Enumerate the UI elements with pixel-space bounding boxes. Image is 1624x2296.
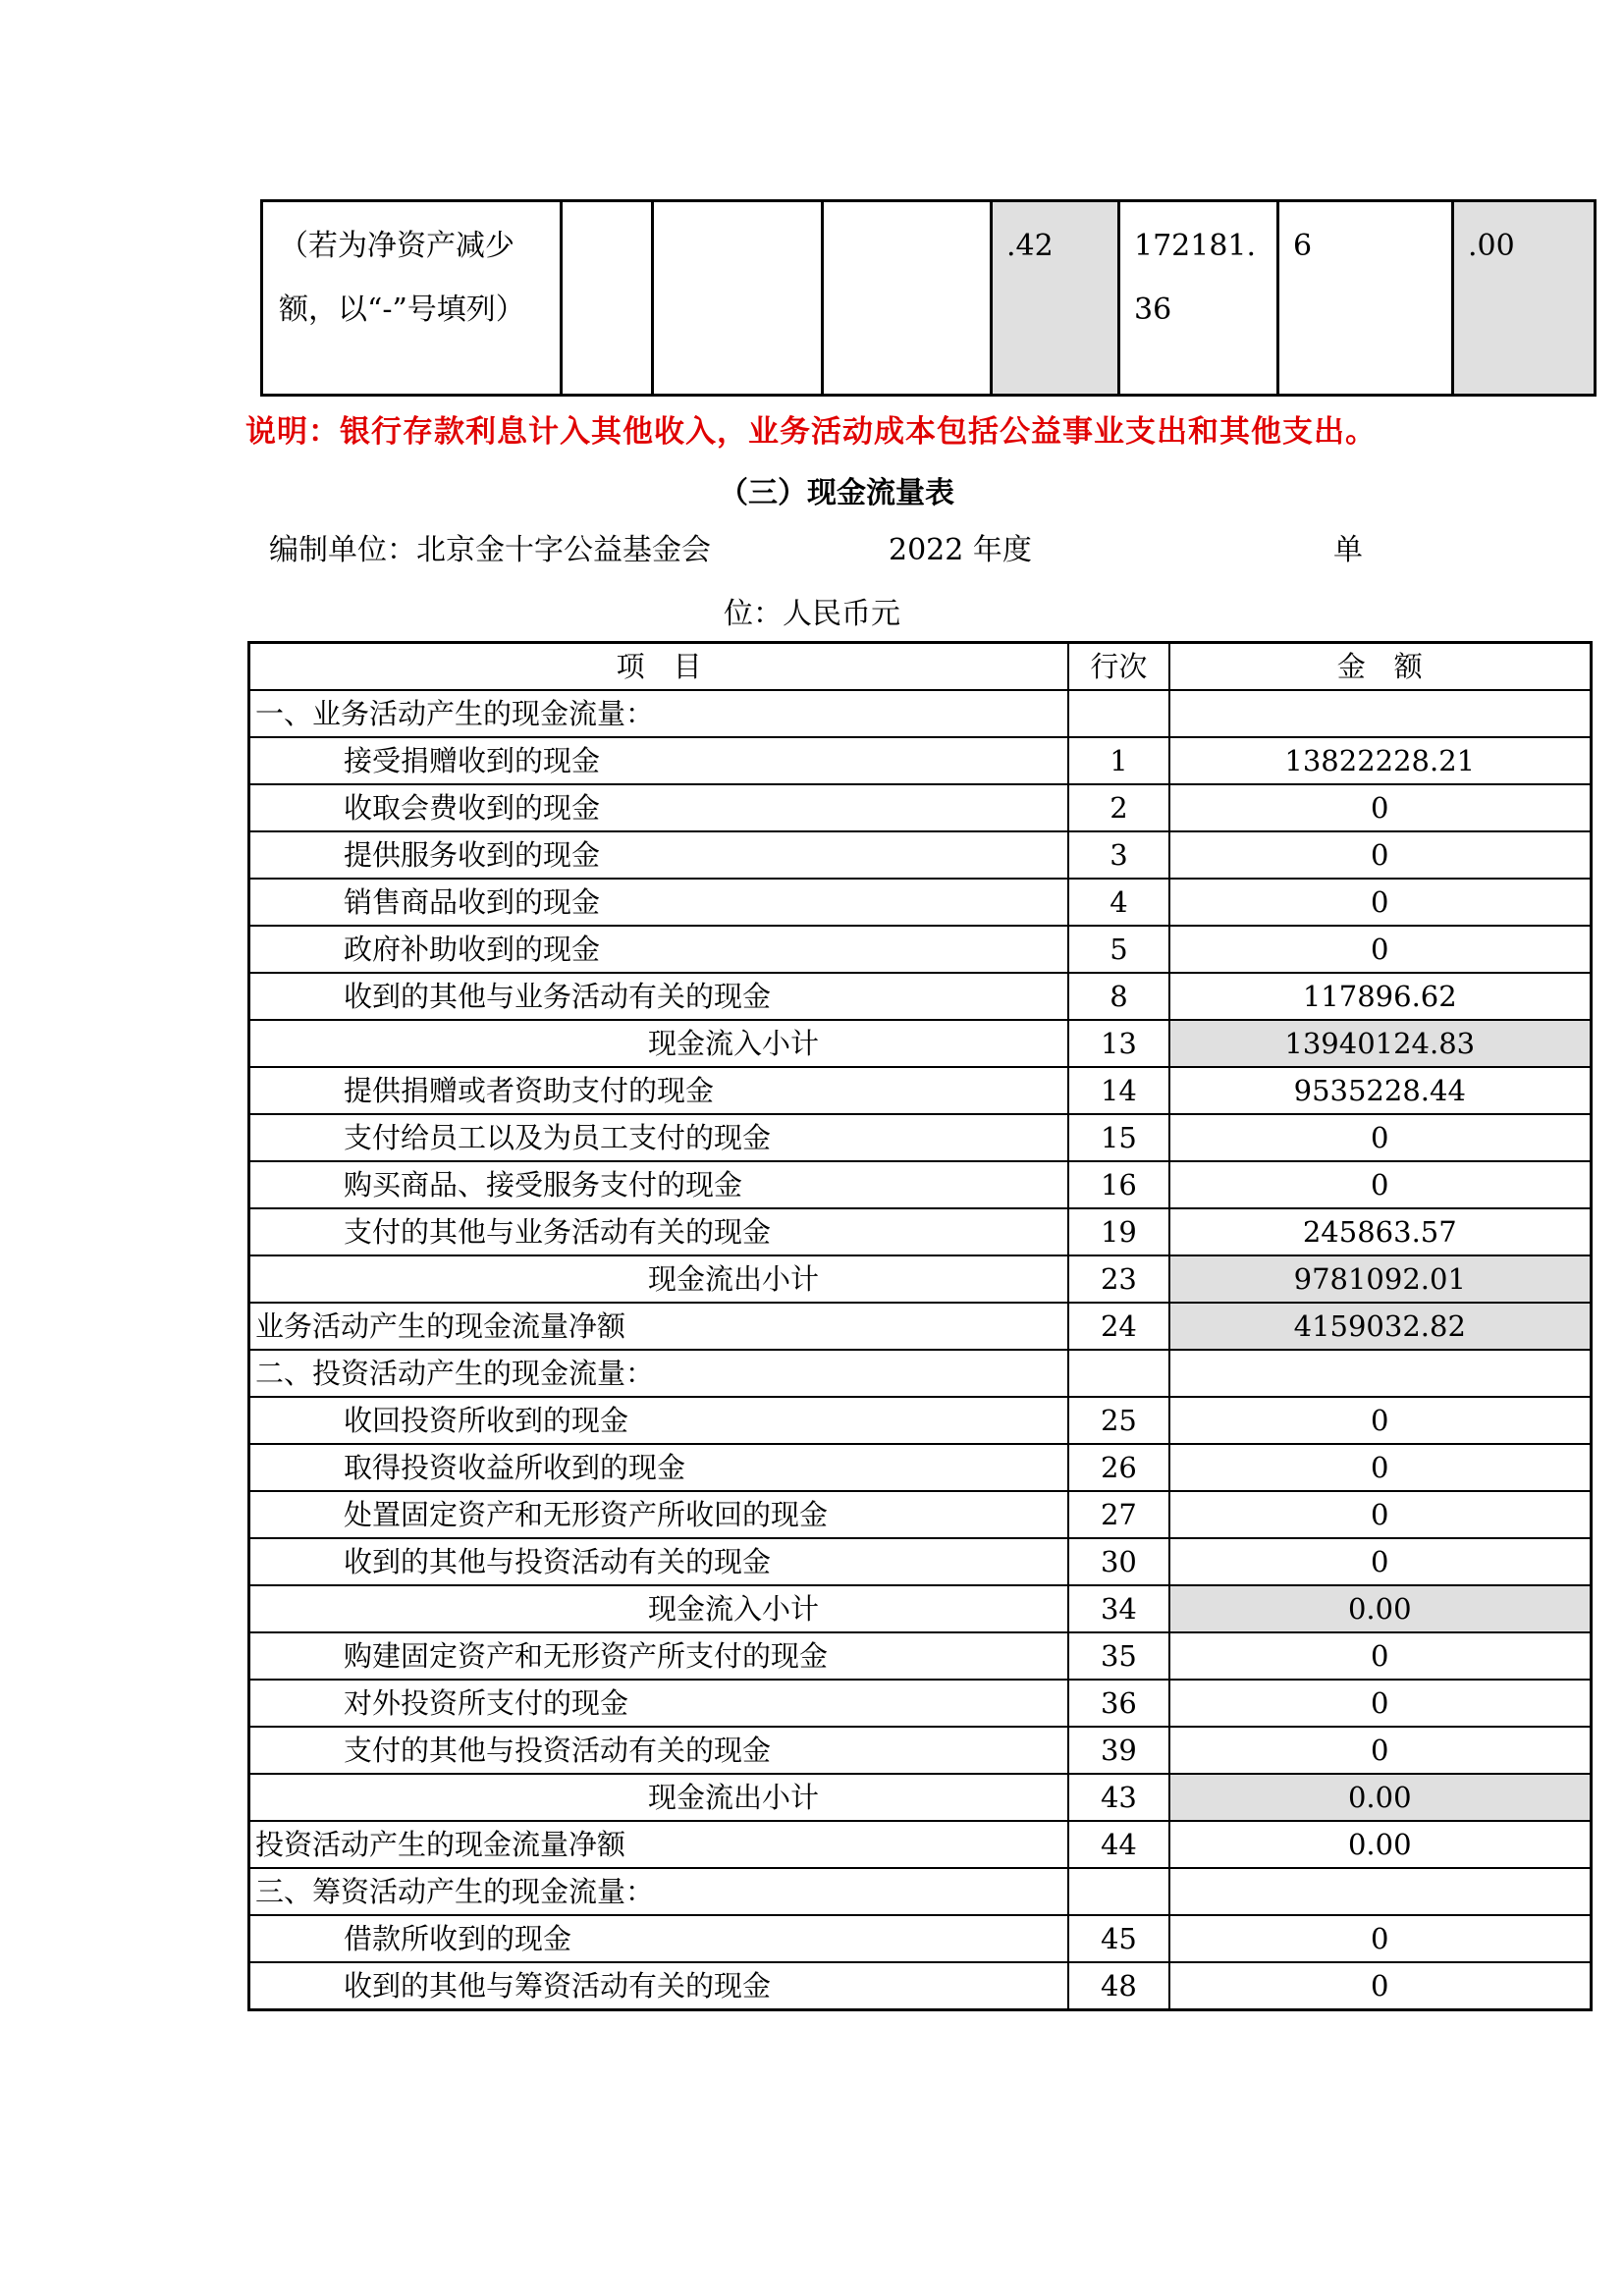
row-line-no: 5: [1068, 926, 1168, 973]
table-row: [249, 1350, 1592, 1397]
row-line-no: 16: [1068, 1161, 1168, 1208]
row-amount: 0.00: [1169, 1774, 1592, 1821]
row-item: 收到的其他与筹资活动有关的现金: [249, 1962, 1069, 2010]
row-item: 取得投资收益所收到的现金: [249, 1444, 1069, 1491]
table-row: [249, 1821, 1592, 1868]
table-row: [249, 1774, 1592, 1821]
row-amount: 0: [1169, 926, 1592, 973]
table-row: [249, 1538, 1592, 1585]
row-amount: 0: [1169, 1444, 1592, 1491]
row-amount: 0: [1169, 1632, 1592, 1680]
row-item: 收回投资所收到的现金: [249, 1397, 1069, 1444]
row-line-no: 44: [1068, 1821, 1168, 1868]
prior-table-cell: 6: [1278, 201, 1453, 396]
row-amount: 0: [1169, 1397, 1592, 1444]
row-item: 购买商品、接受服务支付的现金: [249, 1161, 1069, 1208]
row-line-no: 34: [1068, 1585, 1168, 1632]
row-amount: 0: [1169, 879, 1592, 926]
row-item: 业务活动产生的现金流量净额: [249, 1303, 1069, 1350]
prior-table-cell: [562, 201, 653, 396]
row-amount: 117896.62: [1169, 973, 1592, 1020]
row-amount: 0: [1169, 1962, 1592, 2010]
row-item: 三、筹资活动产生的现金流量：: [249, 1868, 1069, 1915]
row-amount: 9781092.01: [1169, 1255, 1592, 1303]
row-item: 现金流入小计: [249, 1020, 1069, 1067]
table-row: [249, 926, 1592, 973]
row-amount: 0: [1169, 1538, 1592, 1585]
row-line-no: 25: [1068, 1397, 1168, 1444]
row-amount: [1169, 690, 1592, 737]
table-row: [249, 1680, 1592, 1727]
prior-table-cell: .00: [1453, 201, 1596, 396]
table-row: [249, 737, 1592, 784]
table-row: [249, 1303, 1592, 1350]
row-amount: 9535228.44: [1169, 1067, 1592, 1114]
table-row: [249, 1491, 1592, 1538]
prior-table-row: [262, 201, 1596, 396]
prior-table-cell: [653, 201, 823, 396]
row-item: 投资活动产生的现金流量净额: [249, 1821, 1069, 1868]
row-amount: 0: [1169, 1727, 1592, 1774]
row-line-no: 36: [1068, 1680, 1168, 1727]
table-row: [249, 879, 1592, 926]
row-amount: 0: [1169, 1491, 1592, 1538]
row-amount: 13822228.21: [1169, 737, 1592, 784]
table-row: [249, 973, 1592, 1020]
row-line-no: 45: [1068, 1915, 1168, 1962]
row-amount: 0: [1169, 1161, 1592, 1208]
table-row: [249, 1114, 1592, 1161]
preparing-unit: 编制单位：北京金十字公益基金会: [269, 533, 711, 567]
table-header-row: [249, 643, 1592, 691]
row-item: 二、投资活动产生的现金流量：: [249, 1350, 1069, 1397]
prior-table-continuation: [260, 199, 1597, 397]
row-item: 支付的其他与业务活动有关的现金: [249, 1208, 1069, 1255]
row-line-no: 2: [1068, 784, 1168, 831]
row-line-no: 14: [1068, 1067, 1168, 1114]
row-line-no: 30: [1068, 1538, 1168, 1585]
row-amount: 0: [1169, 1915, 1592, 1962]
section-title: （三）现金流量表: [719, 476, 954, 510]
table-row: [249, 1915, 1592, 1962]
table-row: [249, 1161, 1592, 1208]
header-line-no: 行次: [1068, 643, 1168, 691]
row-line-no: 39: [1068, 1727, 1168, 1774]
currency-unit-part1: 单: [1333, 533, 1363, 567]
row-amount: [1169, 1868, 1592, 1915]
row-amount: 0: [1169, 784, 1592, 831]
row-amount: 245863.57: [1169, 1208, 1592, 1255]
fiscal-year: 2022 年度: [889, 533, 1032, 567]
prior-table-cell: .42: [992, 201, 1119, 396]
table-row: [249, 784, 1592, 831]
prior-table-cell: [823, 201, 992, 396]
row-line-no: 19: [1068, 1208, 1168, 1255]
table-row: [249, 1444, 1592, 1491]
header-amount: 金 额: [1169, 643, 1592, 691]
row-item: 一、业务活动产生的现金流量：: [249, 690, 1069, 737]
row-amount: 0.00: [1169, 1585, 1592, 1632]
row-line-no: 1: [1068, 737, 1168, 784]
row-item: 现金流入小计: [249, 1585, 1069, 1632]
table-row: [249, 1020, 1592, 1067]
row-line-no: 3: [1068, 831, 1168, 879]
table-row: [249, 1868, 1592, 1915]
table-row: [249, 1067, 1592, 1114]
prior-table-cell: 172181.36: [1119, 201, 1278, 396]
row-item: 提供服务收到的现金: [249, 831, 1069, 879]
row-amount: [1169, 1350, 1592, 1397]
row-line-no: 23: [1068, 1255, 1168, 1303]
table-row: [249, 1397, 1592, 1444]
row-line-no: 27: [1068, 1491, 1168, 1538]
row-item: 销售商品收到的现金: [249, 879, 1069, 926]
table-row: [249, 690, 1592, 737]
row-line-no: [1068, 690, 1168, 737]
row-amount: 0: [1169, 1114, 1592, 1161]
row-item: 现金流出小计: [249, 1255, 1069, 1303]
row-item: 借款所收到的现金: [249, 1915, 1069, 1962]
row-amount: 0: [1169, 1680, 1592, 1727]
row-item: 支付的其他与投资活动有关的现金: [249, 1727, 1069, 1774]
row-line-no: 4: [1068, 879, 1168, 926]
row-line-no: 35: [1068, 1632, 1168, 1680]
row-line-no: [1068, 1868, 1168, 1915]
row-item: 接受捐赠收到的现金: [249, 737, 1069, 784]
row-amount: 4159032.82: [1169, 1303, 1592, 1350]
table-row: [249, 1255, 1592, 1303]
row-item: 政府补助收到的现金: [249, 926, 1069, 973]
row-item: 对外投资所支付的现金: [249, 1680, 1069, 1727]
table-row: [249, 1585, 1592, 1632]
row-line-no: 48: [1068, 1962, 1168, 2010]
row-item: 购建固定资产和无形资产所支付的现金: [249, 1632, 1069, 1680]
explanation-note: 说明：银行存款利息计入其他收入，业务活动成本包括公益事业支出和其他支出。: [245, 414, 1377, 450]
row-item: 收到的其他与业务活动有关的现金: [249, 973, 1069, 1020]
prior-table-label-cell: （若为净资产减少额，以“-”号填列）: [262, 201, 562, 396]
row-line-no: 24: [1068, 1303, 1168, 1350]
table-row: [249, 1208, 1592, 1255]
row-item: 收到的其他与投资活动有关的现金: [249, 1538, 1069, 1585]
table-row: [249, 1632, 1592, 1680]
row-amount: 0.00: [1169, 1821, 1592, 1868]
row-item: 现金流出小计: [249, 1774, 1069, 1821]
row-item: 提供捐赠或者资助支付的现金: [249, 1067, 1069, 1114]
table-row: [249, 831, 1592, 879]
row-line-no: 8: [1068, 973, 1168, 1020]
row-amount: 0: [1169, 831, 1592, 879]
header-item: 项 目: [249, 643, 1069, 691]
row-item: 支付给员工以及为员工支付的现金: [249, 1114, 1069, 1161]
row-item: 处置固定资产和无形资产所收回的现金: [249, 1491, 1069, 1538]
row-item: 收取会费收到的现金: [249, 784, 1069, 831]
table-row: [249, 1962, 1592, 2010]
cash-flow-table: [247, 641, 1593, 2011]
row-line-no: 13: [1068, 1020, 1168, 1067]
row-line-no: [1068, 1350, 1168, 1397]
currency-unit-part2: 位：人民币元: [724, 597, 900, 631]
row-line-no: 43: [1068, 1774, 1168, 1821]
table-row: [249, 1727, 1592, 1774]
row-line-no: 15: [1068, 1114, 1168, 1161]
row-amount: 13940124.83: [1169, 1020, 1592, 1067]
row-line-no: 26: [1068, 1444, 1168, 1491]
